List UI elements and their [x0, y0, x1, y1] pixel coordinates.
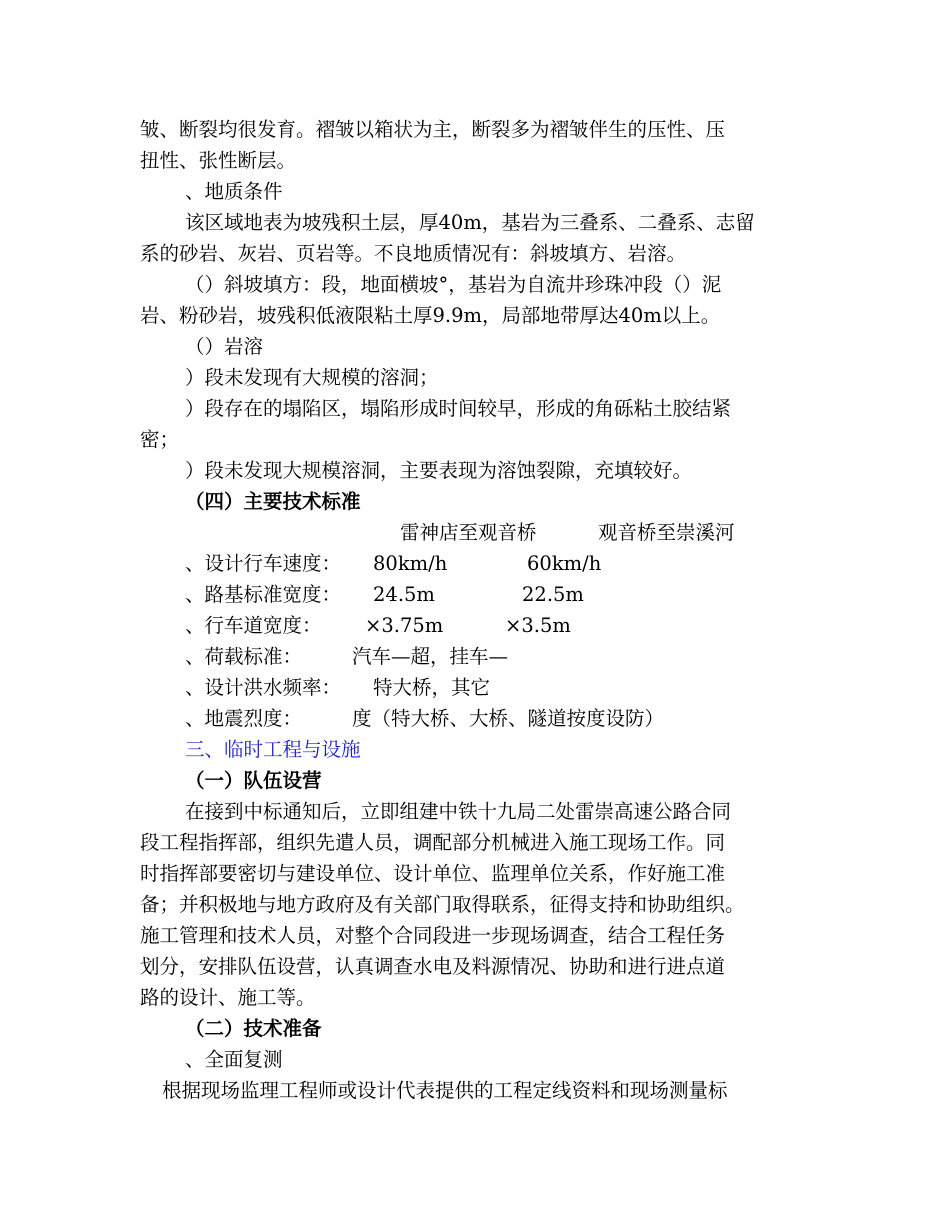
text-line: 在接到中标通知后，立即组建中铁十九局二处雷崇高速公路合同	[185, 800, 732, 823]
chapter-heading: 三、临时工程与设施	[185, 738, 361, 761]
spec-label: 、设计行车速度：	[185, 552, 342, 575]
text-line: 密；	[140, 428, 180, 451]
spec-value: 度（特大桥、大桥、隧道按度设防）	[352, 707, 665, 730]
text-line: 系的砂岩、灰岩、页岩等。不良地质情况有：斜坡填方、岩溶。	[140, 242, 687, 265]
subsection-heading: （四）主要技术标准	[185, 490, 361, 513]
text-line: ）段未发现大规模溶洞，主要表现为溶蚀裂隙，充填较好。	[185, 459, 693, 482]
spec-value: 特大桥，其它	[373, 676, 491, 699]
text-line: 时指挥部要密切与建设单位、设计单位、监理单位关系，作好施工准	[140, 862, 726, 885]
spec-value: 24.5m	[373, 583, 435, 606]
text-line: 扭性、张性断层。	[140, 149, 297, 172]
spec-label: 、路基标准宽度：	[185, 583, 342, 606]
text-line: 施工管理和技术人员，对整个合同段进一步现场调查，结合工程任务	[140, 924, 726, 947]
text-line: 岩、粉砂岩，坡残积低液限粘土厚9.9m，局部地带厚达40m以上。	[140, 304, 721, 327]
text-line: （）岩溶	[185, 335, 264, 358]
text-line: 皱、断裂均很发育。褶皱以箱状为主，断裂多为褶皱伴生的压性、压	[140, 118, 726, 141]
table-header: 观音桥至崇溪河	[598, 521, 735, 544]
spec-label: 、行车道宽度：	[185, 614, 322, 637]
section-heading: 、地质条件	[185, 180, 283, 203]
spec-label: 、地震烈度：	[185, 707, 303, 730]
spec-label: 、设计洪水频率：	[185, 676, 342, 699]
text-line: 根据现场监理工程师或设计代表提供的工程定线资料和现场测量标	[162, 1079, 728, 1102]
subsection-heading: （二）技术准备	[185, 1017, 322, 1040]
table-header: 雷神店至观音桥	[400, 521, 537, 544]
spec-label: 、荷载标准：	[185, 645, 303, 668]
text-line: ）段未发现有大规模的溶洞；	[185, 366, 439, 389]
text-line: （）斜坡填方：段，地面横坡°，基岩为自流井珍珠冲段（）泥	[185, 273, 722, 296]
spec-value: 60km/h	[527, 552, 602, 575]
subsection-heading: （一）队伍设营	[185, 769, 322, 792]
text-line: 段工程指挥部，组织先遣人员，调配部分机械进入施工现场工作。同	[140, 831, 726, 854]
text-line: 备；并积极地与地方政府及有关部门取得联系，征得支持和协助组织。	[140, 893, 745, 916]
spec-value: ×3.5m	[505, 614, 571, 637]
spec-value: ×3.75m	[365, 614, 444, 637]
text-line: ）段存在的塌陷区，塌陷形成时间较早，形成的角砾粘土胶结紧	[185, 397, 732, 420]
spec-value: 汽车—超，挂车—	[352, 645, 509, 668]
text-line: 路的设计、施工等。	[140, 986, 316, 1009]
spec-value: 22.5m	[522, 583, 584, 606]
text-line: 划分，安排队伍设营，认真调查水电及料源情况、协助和进行进点道	[140, 955, 726, 978]
section-heading: 、全面复测	[185, 1048, 283, 1071]
text-line: 该区域地表为坡残积土层，厚40m，基岩为三叠系、二叠系、志留	[185, 211, 755, 234]
spec-value: 80km/h	[373, 552, 448, 575]
